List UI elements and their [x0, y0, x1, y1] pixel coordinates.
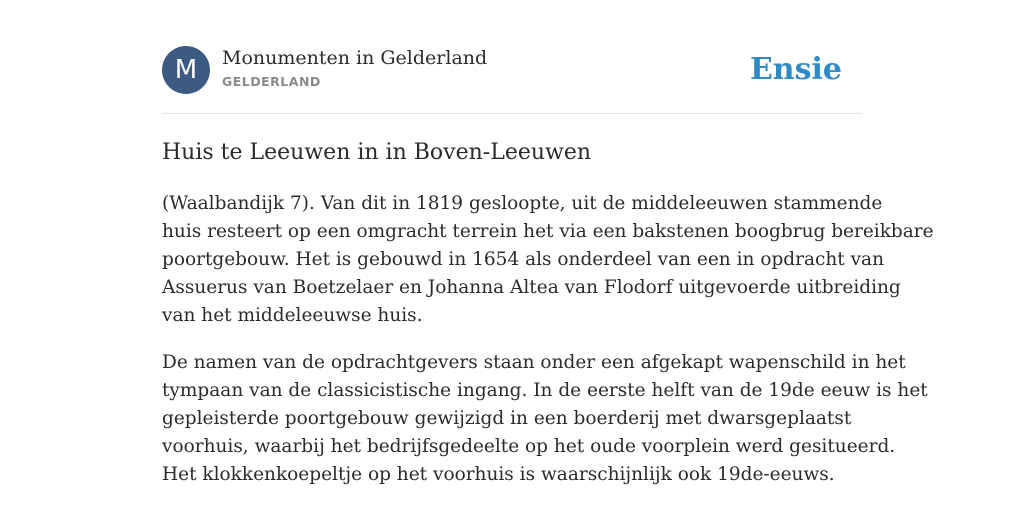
- source-subtitle: GELDERLAND: [222, 74, 321, 89]
- paragraph-line: Assuerus van Boetzelaer en Johanna Altea van Flodorf uitgevoerde uitbreiding: [162, 277, 901, 298]
- paragraph-2: [162, 349, 928, 489]
- article-body: [162, 190, 934, 508]
- paragraph-line: voorhuis, waarbij het bedrijfsgedeelte op het oude voorplein werd gesitueerd.: [162, 436, 896, 457]
- paragraph-line: poortgebouw. Het is gebouwd in 1654 als onderdeel van een in opdracht van: [162, 249, 884, 270]
- header-divider: [162, 113, 862, 114]
- paragraph-line: Het klokkenkoepeltje op het voorhuis is waarschijnlijk ook 19de-eeuws.: [162, 464, 835, 485]
- paragraph-1: [162, 190, 934, 330]
- article-title: Huis te Leeuwen in in Boven-Leeuwen: [162, 140, 592, 165]
- source-avatar[interactable]: M: [162, 46, 210, 94]
- paragraph-line: (Waalbandijk 7). Van dit in 1819 gesloopte, uit de middeleeuwen stammende: [162, 193, 883, 214]
- paragraph-line: tympaan van de classicistische ingang. In de eerste helft van de 19de eeuw is het: [162, 380, 928, 401]
- paragraph-line: huis resteert op een omgracht terrein het via een bakstenen boogbrug bereikbare: [162, 221, 934, 242]
- ensie-logo[interactable]: Ensie: [749, 52, 842, 87]
- source-header: [162, 46, 862, 96]
- paragraph-line: van het middeleeuwse huis.: [162, 305, 423, 326]
- source-name[interactable]: Monumenten in Gelderland: [222, 47, 488, 69]
- paragraph-line: De namen van de opdrachtgevers staan onder een afgekapt wapenschild in het: [162, 352, 906, 373]
- paragraph-line: gepleisterde poortgebouw gewijzigd in een boerderij met dwarsgeplaatst: [162, 408, 852, 429]
